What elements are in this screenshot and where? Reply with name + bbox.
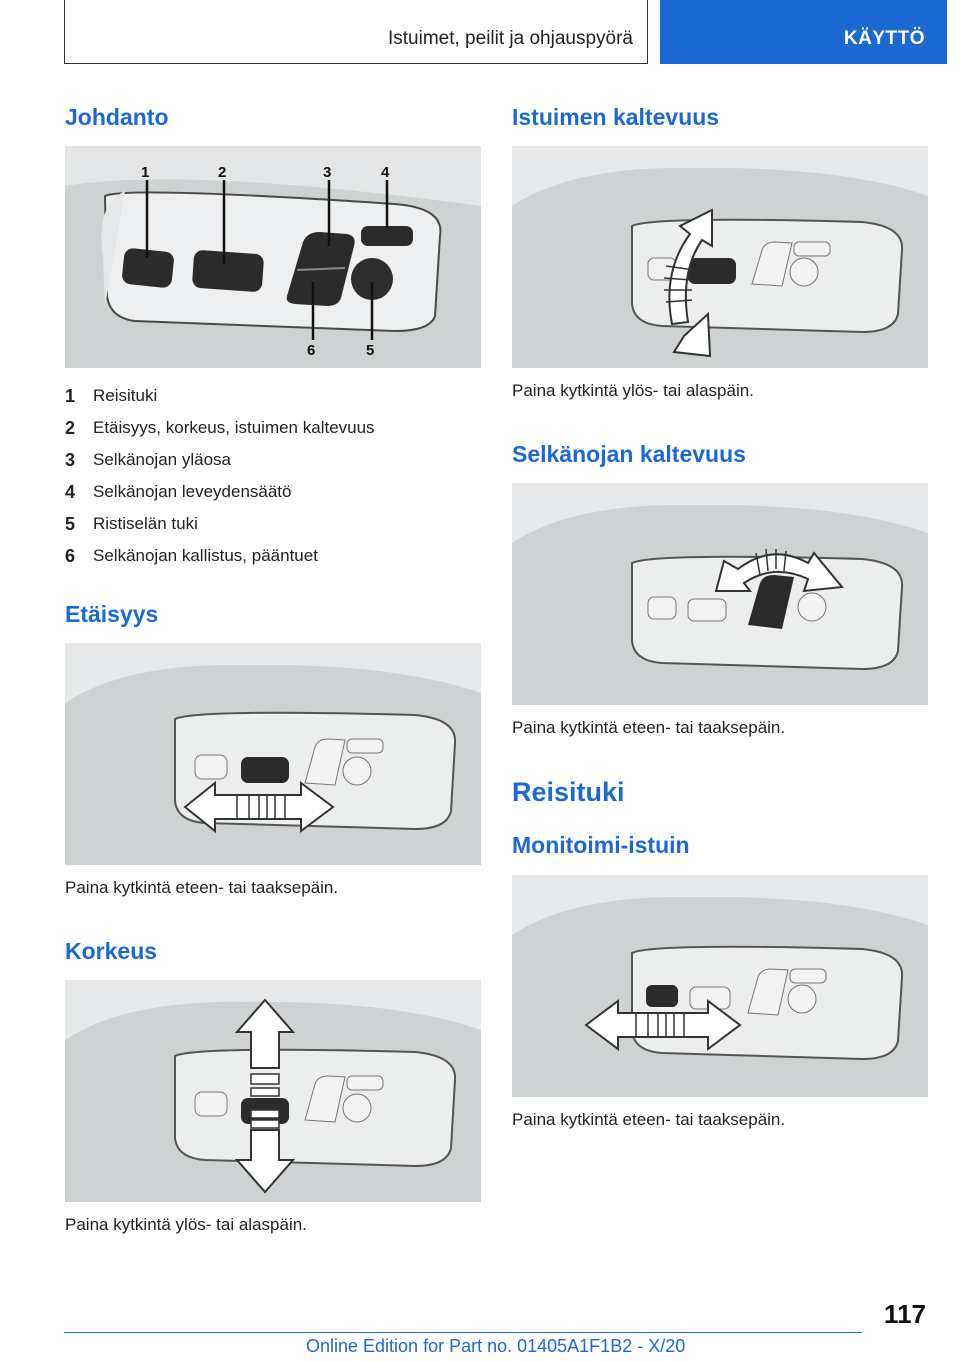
callout-4: 4 [381, 164, 390, 181]
section-title: Istuimet, peilit ja ohjauspyörä [387, 28, 633, 49]
caption-backrest-tilt: Paina kytkintä eteen- tai taaksepäin. [512, 718, 786, 737]
page-number: 117 [884, 1299, 926, 1329]
legend-list [65, 380, 485, 572]
callout-1: 1 [141, 164, 150, 181]
heading-thigh-support: Reisituki [512, 777, 625, 807]
figure-seat-distance [65, 643, 481, 865]
heading-seat-tilt: Istuimen kaltevuus [512, 104, 720, 130]
caption-height: Paina kytkintä ylös- tai alaspäin. [65, 1215, 307, 1234]
legend-num: 5 [65, 513, 76, 534]
figure-seat-controls-overview [65, 146, 481, 368]
legend-item [65, 476, 485, 508]
figure-seat-height [65, 980, 481, 1202]
legend-num: 1 [65, 385, 76, 406]
caption-distance: Paina kytkintä eteen- tai taaksepäin. [65, 878, 339, 897]
heading-intro: Johdanto [65, 104, 169, 130]
legend-num: 2 [65, 417, 76, 438]
legend-num: 3 [65, 449, 76, 470]
figure-seat-tilt [512, 146, 928, 368]
heading-backrest-tilt: Selkänojan kaltevuus [512, 441, 746, 467]
chapter-tab[interactable] [660, 0, 947, 64]
footer-edition: Online Edition for Part no. 01405A1F1B2 - X/20 [306, 1336, 686, 1356]
chapter-tab-label: KÄYTTÖ [843, 28, 925, 49]
figure-thigh-support [512, 875, 928, 1097]
callout-3: 3 [323, 164, 332, 181]
heading-height: Korkeus [65, 938, 158, 964]
legend-text: Selkänojan yläosa [93, 450, 231, 469]
subheading-multifunction-seat: Monitoimi-istuin [512, 832, 690, 858]
figure-backrest-tilt [512, 483, 928, 705]
caption-seat-tilt: Paina kytkintä ylös- tai alaspäin. [512, 381, 754, 400]
legend-text: Selkänojan leveydensäätö [93, 482, 292, 501]
legend-text: Etäisyys, korkeus, istuimen kaltevuus [93, 418, 375, 437]
legend-item [65, 508, 485, 540]
footer-divider [64, 1332, 862, 1333]
header-section-box [64, 0, 648, 64]
caption-thigh-support: Paina kytkintä eteen- tai taaksepäin. [512, 1110, 786, 1129]
callout-6: 6 [307, 342, 316, 359]
heading-distance: Etäisyys [65, 601, 159, 627]
callout-5: 5 [366, 342, 375, 359]
legend-item [65, 412, 485, 444]
legend-item [65, 444, 485, 476]
legend-num: 6 [65, 545, 76, 566]
callout-2: 2 [218, 164, 227, 181]
legend-item [65, 380, 485, 412]
legend-num: 4 [65, 481, 76, 502]
legend-text: Ristiselän tuki [93, 514, 198, 533]
legend-text: Selkänojan kallistus, pääntuet [93, 546, 318, 565]
legend-item [65, 540, 485, 572]
legend-text: Reisituki [93, 386, 158, 405]
